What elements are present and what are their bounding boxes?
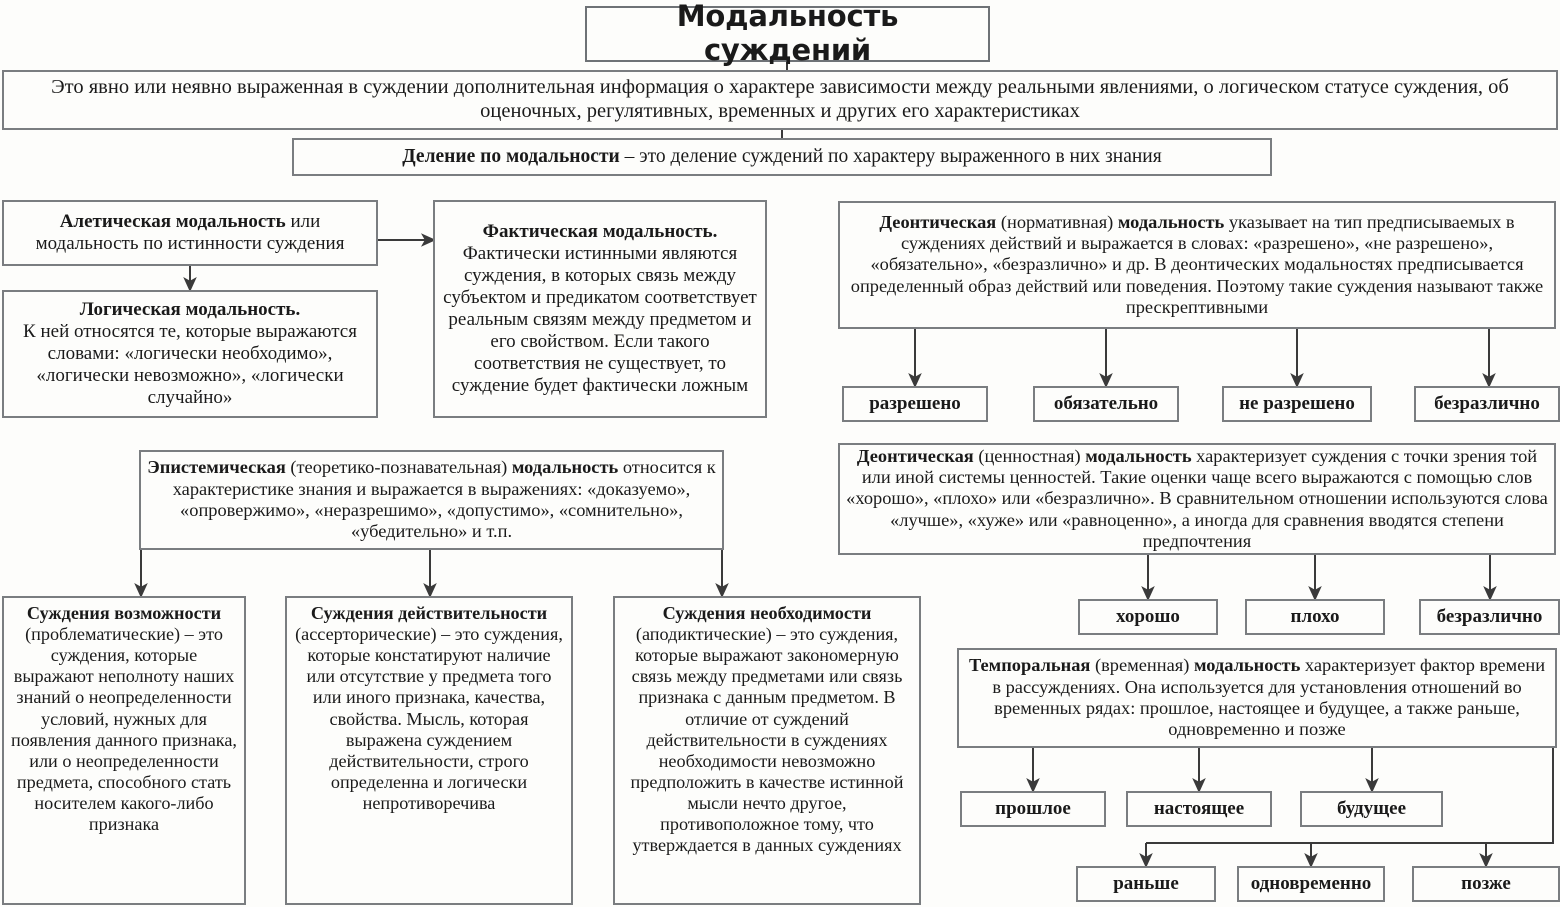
term-later-label: позже <box>1461 872 1511 894</box>
temporal-rest: характеризует фактор времени в рассуждениях. Она используется для установления отношений во временных рядах: прошлое, настоящее и будущее, а также раньше, одновременно и позже <box>992 655 1546 740</box>
term-indifferent-label: безразлично <box>1434 392 1540 414</box>
factual-modality-box <box>433 200 767 418</box>
alethic-modality-box <box>2 200 378 266</box>
alethic-bold: Алетическая модальность <box>59 210 286 232</box>
deontic-normative-b2: модальность <box>1117 211 1225 232</box>
necessity-judgements-box <box>613 596 921 905</box>
epistemic-n1: (теоретико-познавательная) <box>285 457 512 478</box>
term-indifferent-value <box>1419 599 1560 635</box>
term-past-label: прошлое <box>995 797 1071 819</box>
deontic-value-b1: Деонтическая <box>856 445 974 466</box>
temporal-b1: Темпоральная <box>968 655 1091 676</box>
term-simultaneous <box>1237 866 1385 902</box>
factual-bold: Фактическая модальность. <box>482 220 718 242</box>
actuality-bold: Суждения действительности <box>310 603 548 623</box>
definition-box <box>2 70 1558 130</box>
epistemic-rest: относится к характеристике знания и выражается в выражениях: «доказуемо», «опровержимо», «неразрешимо», «допустимо», «сомнительно», «убедительно» и т.п. <box>172 457 716 542</box>
term-simultaneous-label: одновременно <box>1250 872 1372 894</box>
term-bad <box>1245 599 1385 635</box>
term-good <box>1078 599 1218 635</box>
deontic-value-rest: характеризует суждения с точки зрения той или иной системы ценностей. Такие оценки чаще всего выражаются с помощью слов «хорошо», «плохо» или «безразлично». В сравнительном отношении используются слова «лучше», «хуже» или «равноценно», а иногда для сравнения вводятся степени предпочтения <box>846 445 1548 552</box>
term-obligatory <box>1033 386 1179 422</box>
epistemic-b1: Эпистемическая <box>147 457 286 478</box>
temporal-n1: (временная) <box>1090 655 1194 676</box>
logical-rest: К ней относятся те, которые выражаются словами: «логически необходимо», «логически невозможно», «логически случайно» <box>23 320 357 409</box>
deontic-normative-b1: Деонтическая <box>879 211 997 232</box>
division-box <box>292 138 1272 176</box>
deontic-value-b2: модальность <box>1085 445 1192 466</box>
epistemic-b2: модальность <box>511 457 619 478</box>
deontic-normative-n1: (нормативная) <box>996 211 1118 232</box>
term-earlier-label: раньше <box>1113 872 1179 894</box>
term-earlier <box>1076 866 1216 902</box>
term-permitted <box>842 386 988 422</box>
possibility-judgements-box <box>2 596 246 905</box>
deontic-normative-rest: указывает на тип предписываемых в суждениях действий и выражается в словах: «разрешено», «не разрешено», «обязательно», «безразлично» и др. В деонтических модальностях предписывается определенный образ действий или поведения. Поэтому такие суждения называют также прескрептивными <box>850 211 1544 318</box>
term-good-label: хорошо <box>1116 605 1180 627</box>
division-rest: – это деление суждений по характеру выраженного в них знания <box>619 145 1162 167</box>
division-bold: Деление по модальности <box>402 145 620 167</box>
page-title <box>585 0 990 67</box>
necessity-rest: (аподиктические) – это суждения, которые выражают закономерную связь между предметами или связь признака с данным предметом. В отличие от суждений действительности в суждениях необходимости невозможно предположить в качестве истинной мысли нечто другое, противоположное тому, что утверждается в данных суждениях <box>630 624 904 856</box>
necessity-bold: Суждения необходимости <box>662 603 872 623</box>
term-not-permitted-label: не разрешено <box>1239 392 1355 414</box>
term-future <box>1300 791 1443 827</box>
actuality-judgements-box <box>285 596 573 905</box>
term-not-permitted <box>1222 386 1372 422</box>
deontic-normative-box <box>838 201 1556 329</box>
term-indifferent <box>1414 386 1560 422</box>
term-later <box>1412 866 1560 902</box>
term-present-label: настоящее <box>1153 797 1245 819</box>
actuality-rest: (ассерторические) – это суждения, которые констатируют наличие или отсутствие у предмета того или иного признака, качества, свойства. Мысль, которая выражена суждением действительности, строго определенна и логически непротиворечива <box>295 624 563 813</box>
deontic-value-box <box>838 443 1556 555</box>
logical-modality-box <box>2 290 378 418</box>
term-past <box>960 791 1106 827</box>
term-present <box>1126 791 1272 827</box>
term-bad-label: плохо <box>1290 605 1340 627</box>
temporal-b2: модальность <box>1193 655 1301 676</box>
term-permitted-label: разрешено <box>869 392 961 414</box>
term-obligatory-label: обязательно <box>1053 392 1159 414</box>
term-future-label: будущее <box>1336 797 1407 819</box>
possibility-rest: (проблематические) – это суждения, которые выражают неполноту наших знаний о неопределенности условий, нужных для появления данного признака, или о неопределенности предмета, способного стать носителем какого-либо признака <box>11 624 237 835</box>
term-indifferent-value-label: безразлично <box>1436 605 1543 627</box>
deontic-value-n1: (ценностная) <box>973 445 1086 466</box>
possibility-bold: Суждения возможности <box>26 603 222 623</box>
temporal-modality-box <box>957 648 1557 748</box>
alethic-rest: или модальность по истинности суждения <box>35 210 345 254</box>
epistemic-modality-box <box>139 450 724 550</box>
definition-text: Это явно или неявно выраженная в суждении дополнительная информация о характере зависимости между реальными явлениями, о логическом статусе суждения, об оценочных, регулятивных, временных и других его характеристиках <box>51 76 1509 122</box>
logical-bold: Логическая модальность. <box>79 298 301 320</box>
page-title-text: Модальность суждений <box>676 0 899 67</box>
factual-rest: Фактически истинными являются суждения, в которых связь между субъектом и предикатом соответствует реальным связям между предметом и его свойством. Если такого соответствия не существует, то суждение будет фактически ложным <box>443 242 757 397</box>
